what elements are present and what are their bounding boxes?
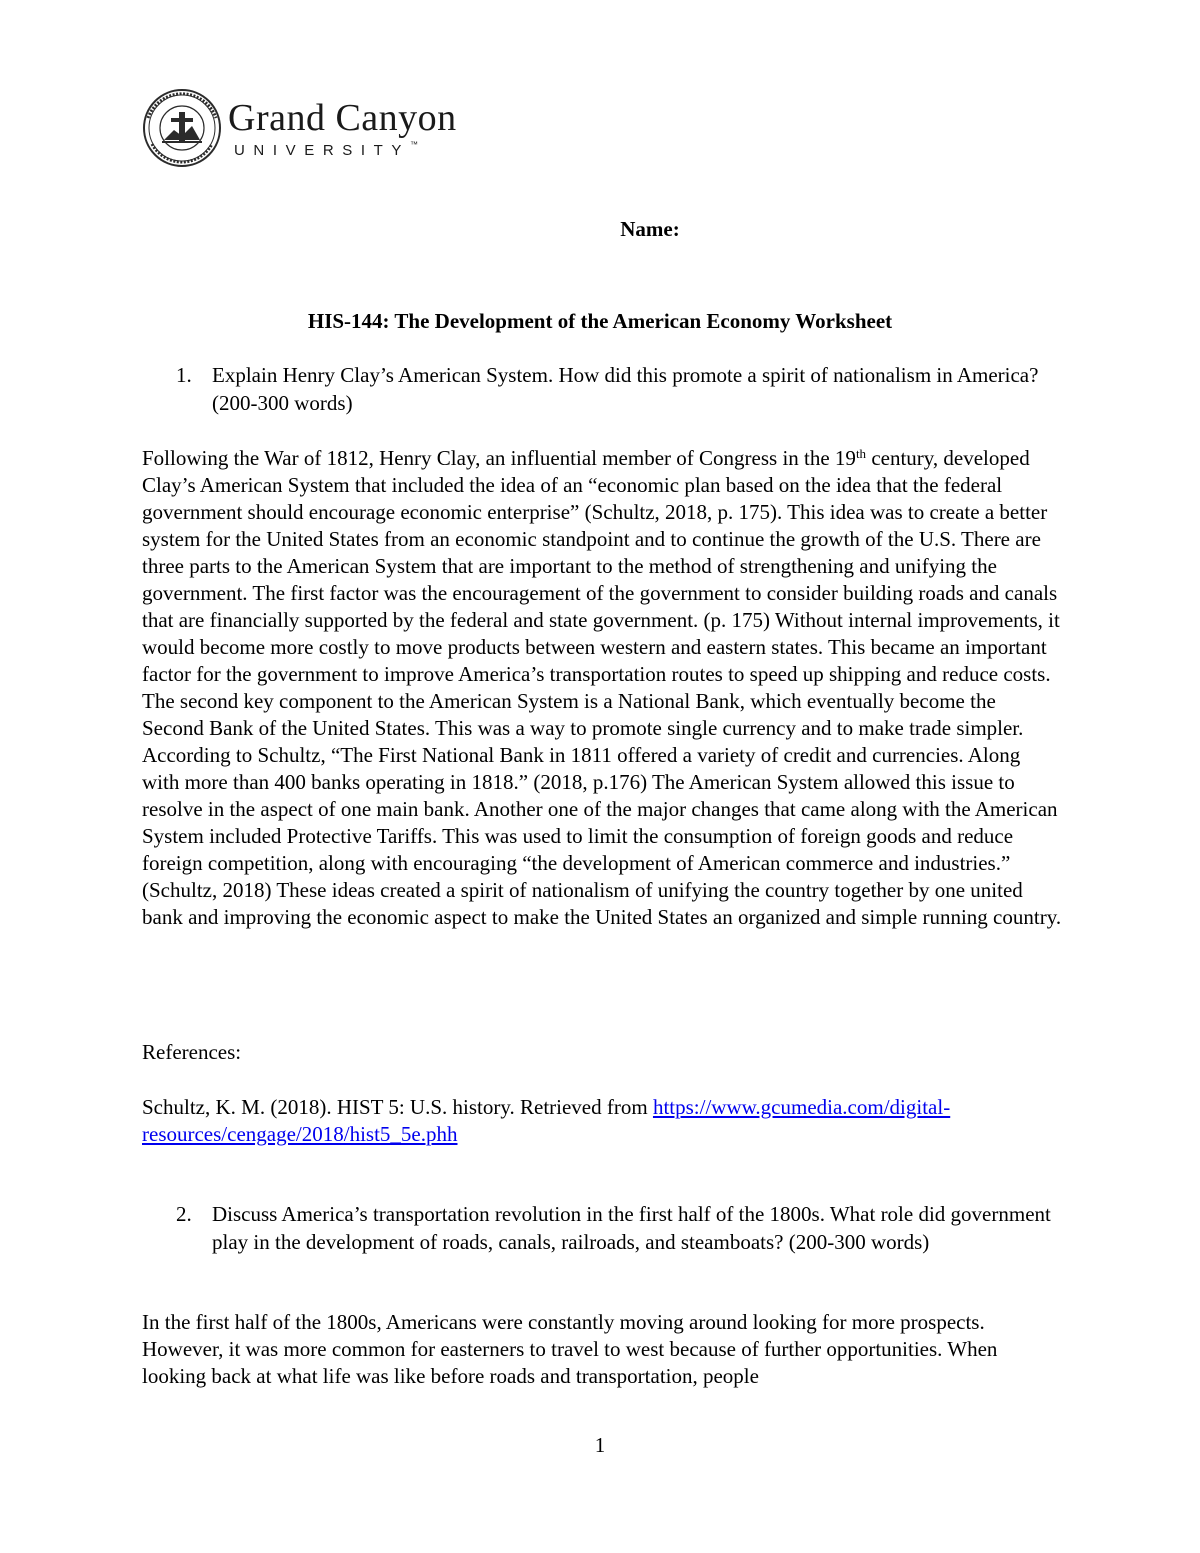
reference-citation: [142, 1094, 1062, 1148]
answer-1-paragraph: [142, 445, 1062, 931]
answer-2-paragraph: In the first half of the 1800s, Americans were constantly moving around looking for more prospects. However, it was more common for easterners to travel to west because of further opportunities. When looking back at what life was like before roads and transportation, people: [142, 1310, 998, 1388]
question-2: [176, 1201, 1072, 1256]
question-1: [176, 362, 1072, 417]
superscript: th: [855, 446, 867, 461]
brand-name: Grand Canyon: [228, 97, 457, 139]
citation-text: Schultz, K. M. (2018). HIST 5: U.S. history. Retrieved from: [142, 1095, 653, 1119]
page-title: HIS-144: The Development of the American Economy Worksheet: [307, 309, 893, 333]
brand-subtitle: UNIVERSITY™: [234, 140, 419, 159]
question-text: Discuss America’s transportation revolution in the first half of the 1800s. What role did government play in the development of roads, canals, railroads, and steamboats? (200-300 words): [212, 1202, 1051, 1254]
answer-text: Following the War of 1812, Henry Clay, an influential member of Congress in the 19: [142, 446, 856, 470]
answer-text-continued: century, developed Clay’s American System that included the idea of an “economic plan based on the idea that the federal government should encourage economic enterprise” (Schultz, 2018, p. 175). This idea was to create a better system for the United States from an economic standpoint and to continue the growth of the U.S. There are three parts to the American System that are important to the method of strengthening and unifying the government. The first factor was the encouragement of the government to consider building roads and canals that are financially supported by the federal and state government. (p. 175) Without internal improvements, it would become more costly to move products between western and eastern states. This became an important factor for the government to improve America’s transportation routes to speed up shipping and reduce costs. The second key component to the American System is a National Bank, which eventually become the Second Bank of the United States. This was a way to promote single currency and to make trade simpler. According to Schultz, “The First National Bank in 1811 offered a variety of credit and currencies. Along with more than 400 banks operating in 1818.” (2018, p.176) The American System allowed this issue to resolve in the aspect of one main bank. Another one of the major changes that came along with the American System included Protective Tariffs. This was used to limit the consumption of foreign goods and reduce foreign competition, along with encouraging “the development of American commerce and industries.” (Schultz, 2018) These ideas created a spirit of nationalism of unifying the country together by one united bank and improving the economic aspect to make the United States an organized and simple running country.: [142, 446, 1062, 929]
page-number: 1: [594, 1433, 606, 1457]
university-seal-icon: [142, 88, 222, 168]
question-number: 1.: [176, 363, 192, 387]
question-number: 2.: [176, 1202, 192, 1226]
name-label: Name:: [620, 217, 680, 241]
question-text: Explain Henry Clay’s American System. How did this promote a spirit of nationalism in America? (200-300 words): [212, 363, 1039, 415]
university-logo: [142, 88, 502, 170]
references-heading: References:: [142, 1040, 242, 1064]
reference-link[interactable]: https://www.gcumedia.com/digital-resources/cengage/2018/hist5_5e.phh: [142, 1095, 951, 1146]
